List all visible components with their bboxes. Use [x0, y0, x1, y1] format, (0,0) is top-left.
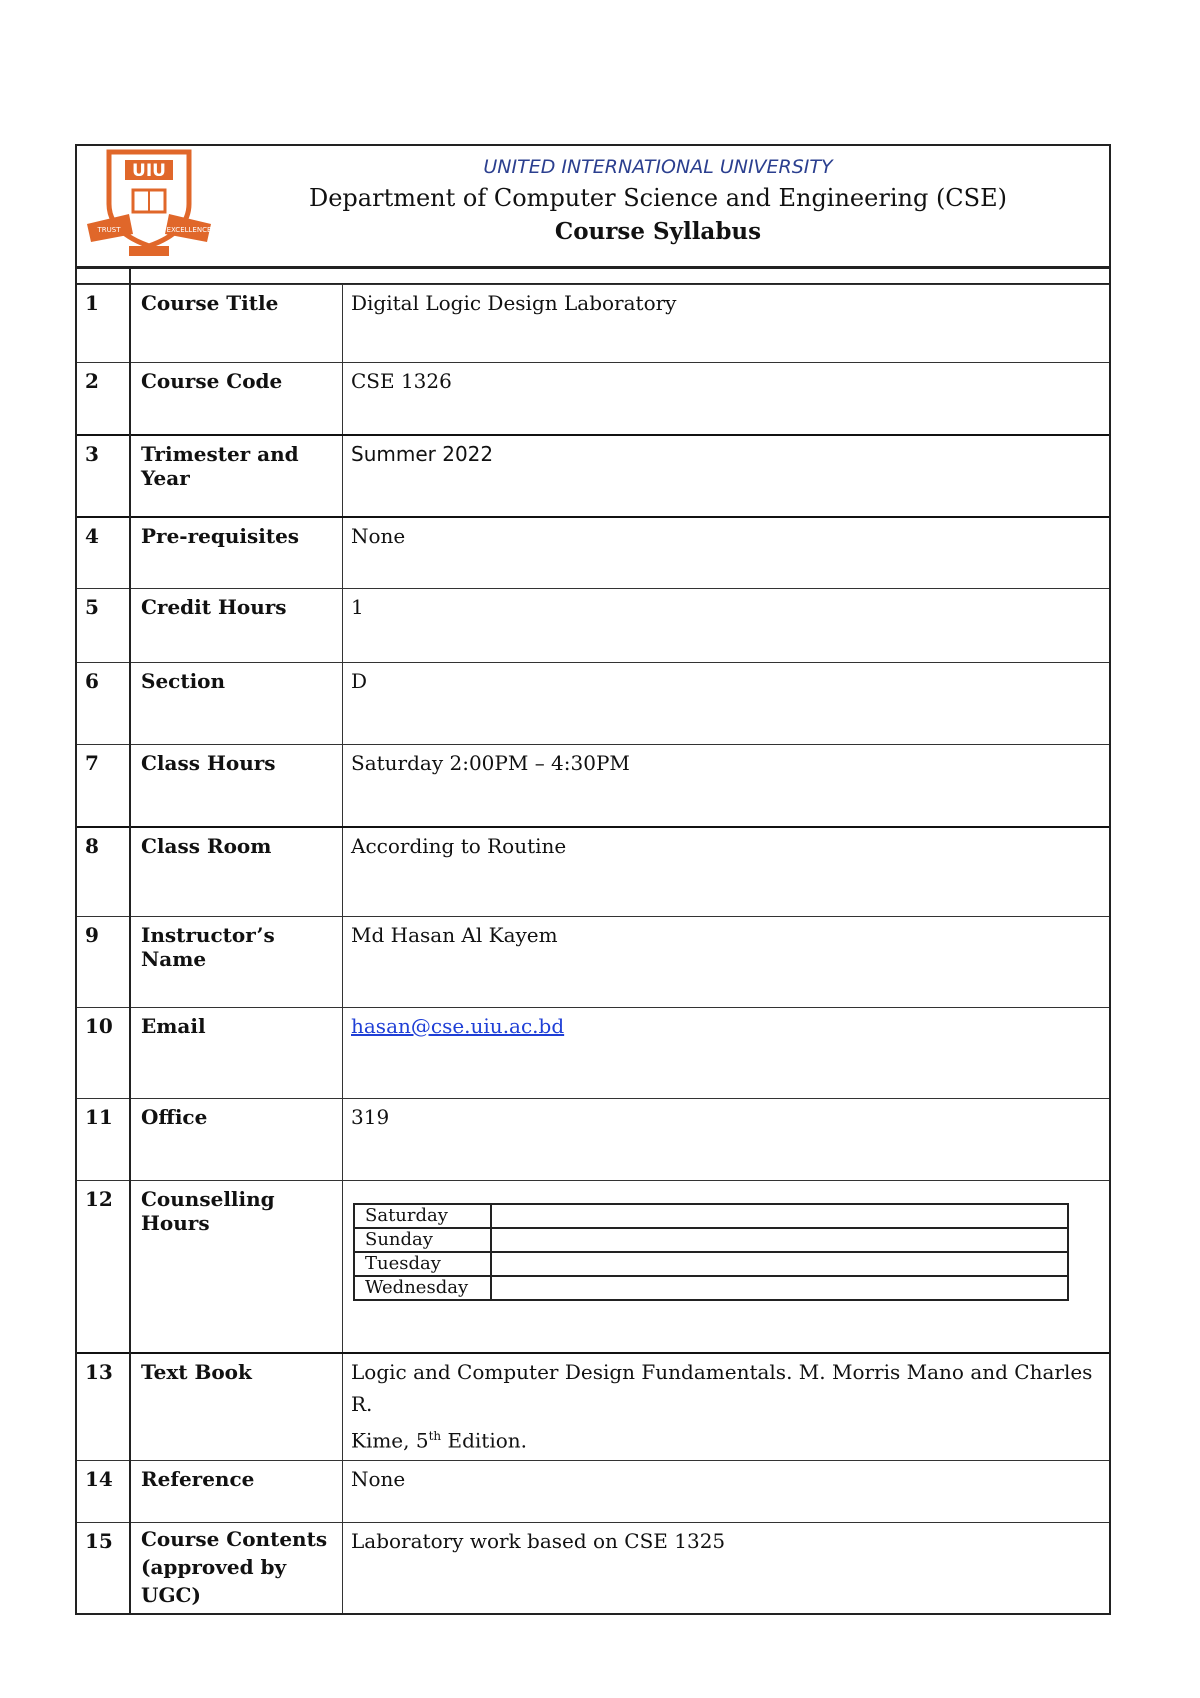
row-label-line: (approved by [141, 1555, 287, 1580]
row-value: Laboratory work based on CSE 1325 [343, 1523, 1110, 1614]
row-number: 1 [77, 285, 130, 363]
counselling-row [354, 1228, 1068, 1252]
row-label: Class Hours [130, 745, 343, 827]
row-label: Email [130, 1008, 343, 1099]
row-label: Reference [130, 1461, 343, 1523]
row-label-line: Course Contents [141, 1527, 328, 1552]
row-prerequisites [77, 517, 1109, 589]
row-label-line: UGC) [141, 1583, 201, 1608]
row-number: 5 [77, 589, 130, 663]
row-label: Text Book [130, 1353, 343, 1461]
counselling-row [354, 1252, 1068, 1276]
counselling-day: Wednesday [354, 1276, 491, 1300]
row-label: Class Room [130, 827, 343, 917]
row-label: Course Code [130, 363, 343, 435]
counselling-table [353, 1203, 1069, 1301]
counselling-slot [491, 1276, 1068, 1300]
counselling-day: Saturday [354, 1204, 491, 1228]
row-number: 6 [77, 663, 130, 745]
logo-text: UIU [132, 161, 166, 181]
row-number: 14 [77, 1461, 130, 1523]
row-value-line: Kime, 5 [351, 1428, 429, 1453]
row-text-book [77, 1353, 1109, 1461]
row-course-code [77, 363, 1109, 435]
row-value: Md Hasan Al Kayem [343, 917, 1110, 1008]
row-label: Pre-requisites [130, 517, 343, 589]
row-reference [77, 1461, 1109, 1523]
row-number: 15 [77, 1523, 130, 1614]
row-value: Summer 2022 [343, 435, 1110, 517]
university-name: UNITED INTERNATIONAL UNIVERSITY [483, 156, 833, 178]
row-value: 319 [343, 1099, 1110, 1181]
row-number: 9 [77, 917, 130, 1008]
row-label-line: Trimester and [141, 441, 299, 466]
row-value: According to Routine [343, 827, 1110, 917]
row-office [77, 1099, 1109, 1181]
syllabus-page [75, 144, 1111, 1615]
row-number: 7 [77, 745, 130, 827]
row-counselling-hours [77, 1181, 1109, 1353]
syllabus-rows [77, 284, 1109, 1613]
row-number: 4 [77, 517, 130, 589]
row-value [343, 1008, 1110, 1099]
row-value [343, 1353, 1110, 1461]
row-class-room [77, 827, 1109, 917]
row-section [77, 663, 1109, 745]
logo-ribbon-left: TRUST [97, 226, 121, 234]
row-value-sup: th [428, 1428, 442, 1443]
row-label: Section [130, 663, 343, 745]
row-credit-hours [77, 589, 1109, 663]
row-trimester [77, 435, 1109, 517]
row-number: 13 [77, 1353, 130, 1461]
counselling-slot [491, 1204, 1068, 1228]
row-number: 11 [77, 1099, 130, 1181]
row-number: 12 [77, 1181, 130, 1353]
logo-ribbon-right: EXCELLENCE [166, 226, 212, 234]
row-value: None [343, 517, 1110, 589]
counselling-row [354, 1204, 1068, 1228]
row-label [130, 435, 343, 517]
document-title: Course Syllabus [554, 218, 762, 245]
row-value: 1 [343, 589, 1110, 663]
row-number: 10 [77, 1008, 130, 1099]
row-value: CSE 1326 [343, 363, 1110, 435]
counselling-row [354, 1276, 1068, 1300]
row-value: Saturday 2:00PM – 4:30PM [343, 745, 1110, 827]
row-label: Office [130, 1099, 343, 1181]
row-number: 8 [77, 827, 130, 917]
row-email [77, 1008, 1109, 1099]
counselling-day: Sunday [354, 1228, 491, 1252]
row-class-hours [77, 745, 1109, 827]
row-value [343, 1181, 1110, 1353]
document-header [77, 146, 1109, 269]
row-course-contents [77, 1523, 1109, 1614]
row-number: 3 [77, 435, 130, 517]
counselling-slot [491, 1228, 1068, 1252]
row-label: Course Title [130, 285, 343, 363]
email-link[interactable]: hasan@cse.uiu.ac.bd [351, 1014, 565, 1038]
row-value: None [343, 1461, 1110, 1523]
row-number: 2 [77, 363, 130, 435]
row-value-line: Logic and Computer Design Fundamentals. M. Morris Mano and Charles R. [351, 1359, 1093, 1416]
row-instructor [77, 917, 1109, 1008]
row-label [130, 1523, 343, 1614]
row-course-title [77, 285, 1109, 363]
row-label-line: Year [141, 465, 190, 490]
counselling-slot [491, 1252, 1068, 1276]
row-value-line: Edition. [441, 1428, 528, 1453]
counselling-day: Tuesday [354, 1252, 491, 1276]
row-label: Instructor’s Name [130, 917, 343, 1008]
row-label: Credit Hours [130, 589, 343, 663]
row-value: Digital Logic Design Laboratory [343, 285, 1110, 363]
header-spacer-row [77, 269, 1109, 284]
syllabus-table [75, 144, 1111, 1615]
row-label: Counselling Hours [130, 1181, 343, 1353]
row-value: D [343, 663, 1110, 745]
department-name: Department of Computer Science and Engineering (CSE) [308, 184, 1007, 212]
